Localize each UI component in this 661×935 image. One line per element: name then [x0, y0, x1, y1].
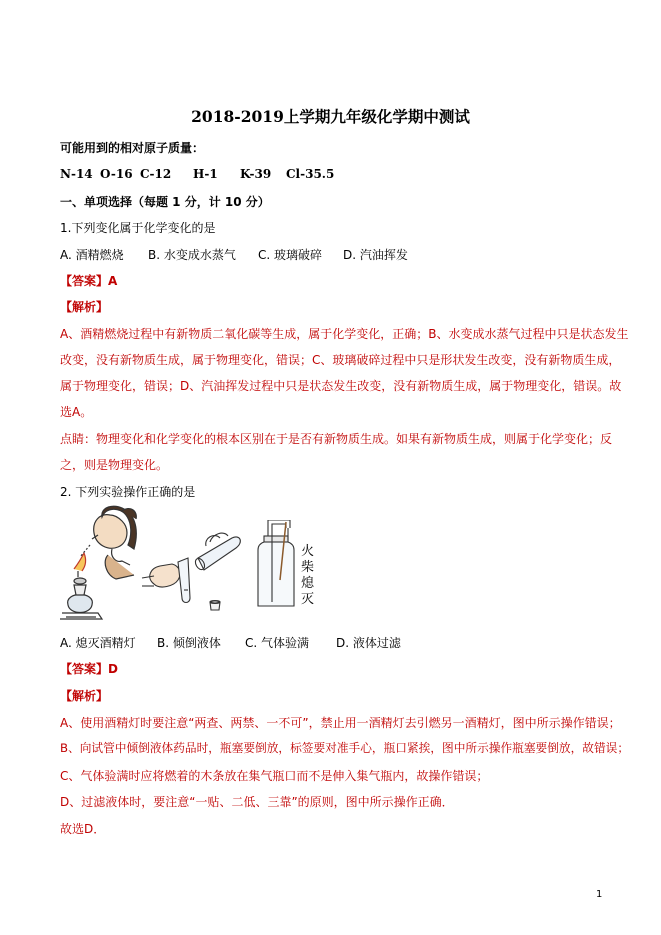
option-a: A. 熄灭酒精灯 — [60, 636, 136, 650]
match-label-char: 火 — [301, 544, 315, 559]
analysis-line: 改变，没有新物质生成，属于物理变化，错误；C、玻璃破碎过程中只是形状发生改变，没有新物质生成， — [60, 353, 621, 367]
option-c: C. 玻璃破碎 — [258, 248, 323, 262]
page-number: 1 — [596, 889, 603, 900]
question-2-stem: 2. 下列实验操作正确的是 — [60, 485, 196, 499]
match-label-char: 柴 — [301, 560, 315, 575]
analysis-line: D、过滤液体时，要注意“一贴、二低、三靠”的原则，图中所示操作正确． — [60, 795, 454, 809]
analysis-label: 【解析】 — [60, 300, 109, 314]
answer-label: 【答案】D — [60, 662, 118, 676]
option-b: B. 倾倒液体 — [157, 636, 221, 650]
match-label-char: 熄 — [301, 576, 315, 591]
figure-extinguish-lamp — [60, 505, 150, 625]
match-label-char: 灭 — [301, 592, 315, 607]
analysis-line: 故选D． — [60, 822, 106, 836]
atomic-mass-item: O-16 — [100, 167, 133, 181]
analysis-line: 选A。 — [60, 405, 93, 419]
option-d: D. 液体过滤 — [336, 636, 401, 650]
analysis-line: C、气体验满时应将燃着的木条放在集气瓶口而不是伸入集气瓶内，故操作错误； — [60, 769, 489, 783]
section-heading: 一、单项选择（每题 1 分，计 10 分） — [60, 195, 270, 209]
page-title: 2018-2019上学期九年级化学期中测试 — [191, 107, 470, 126]
question-1-stem: 1.下列变化属于化学变化的是 — [60, 221, 216, 235]
option-b: B. 水变成水蒸气 — [148, 248, 236, 262]
option-d: D. 汽油挥发 — [343, 248, 408, 262]
analysis-line: B、向试管中倾倒液体药品时，瓶塞要倒放，标签要对准手心，瓶口紧挨，图中所示操作瓶塞要倒放，故错误； — [60, 741, 630, 755]
analysis-label: 【解析】 — [60, 689, 109, 703]
atomic-mass-item: C-12 — [140, 167, 172, 181]
tip-line: 之，则是物理变化。 — [60, 458, 169, 472]
atomic-mass-item: Cl-35.5 — [286, 167, 335, 181]
atomic-mass-item: H-1 — [193, 167, 218, 181]
atomic-mass-heading: 可能用到的相对原子质量： — [60, 141, 205, 155]
figure-gas-bottle — [250, 520, 302, 612]
atomic-mass-item: K-39 — [240, 167, 272, 181]
analysis-line: A、使用酒精灯时要注意“两查、两禁、一不可”，禁止用一酒精灯去引燃另一酒精灯，图中所示操作错误； — [60, 716, 621, 730]
analysis-line: 属于物理变化，错误；D、汽油挥发过程中只是状态发生改变，没有新物质生成，属于物理变化，错误。故 — [60, 379, 622, 393]
figure-pouring-liquid — [140, 518, 250, 613]
option-c: C. 气体验满 — [245, 636, 310, 650]
answer-label: 【答案】A — [60, 274, 118, 288]
option-a: A. 酒精燃烧 — [60, 248, 124, 262]
analysis-line: A、酒精燃烧过程中有新物质二氧化碳等生成，属于化学变化，正确；B、水变成水蒸气过程中只是状态发生 — [60, 327, 629, 341]
tip-line: 点睛：物理变化和化学变化的根本区别在于是否有新物质生成。如果有新物质生成，则属于化学变化；反 — [60, 432, 613, 446]
atomic-mass-item: N-14 — [60, 167, 93, 181]
